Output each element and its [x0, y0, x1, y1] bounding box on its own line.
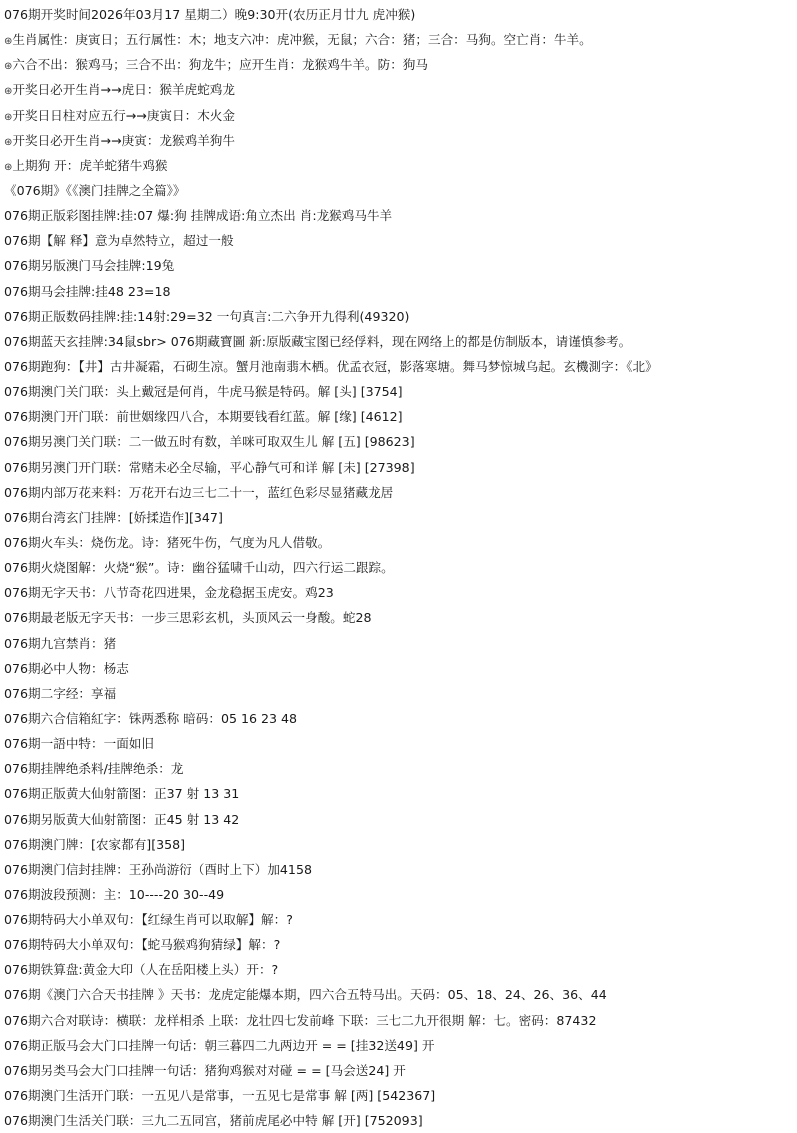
- text-line: [4, 103, 797, 128]
- text-line: [4, 279, 797, 304]
- text-line: [4, 228, 797, 253]
- line-text: 076期另澳门关门联：二一做五时有数，羊咪可取双生儿 解 [五] [98623]: [4, 434, 415, 450]
- text-line: [4, 253, 797, 278]
- line-text: 076期正版彩图挂牌:挂:07 爆:狗 挂牌成语:角立杰出 肖:龙猴鸡马牛羊: [4, 208, 393, 224]
- text-line: [4, 656, 797, 681]
- text-line: [4, 153, 797, 178]
- text-line: [4, 178, 797, 203]
- text-line: [4, 781, 797, 806]
- line-text: 076期特码大小单双句：【红绿生肖可以取解】解：?: [4, 912, 293, 928]
- line-text: 076期九宫禁肖：猪: [4, 635, 117, 651]
- line-text: 076期火烧图解：火烧“猴”。诗：幽谷猛啸千山动，四六行运二跟踪。: [4, 560, 394, 576]
- bullet-icon: ⊛: [4, 61, 13, 73]
- text-line: [4, 907, 797, 932]
- text-line: [4, 354, 797, 379]
- line-text: 076期二字经：享福: [4, 685, 117, 701]
- line-text: 076期正版数码挂牌:挂:14射:29=32 一句真言:二六争开九得利(49320): [4, 308, 410, 324]
- text-line: [4, 27, 797, 52]
- line-text: 076期特码大小单双句：【蛇马猴鸡狗猜绿】解：?: [4, 937, 281, 953]
- bullet-icon: ⊛: [4, 111, 13, 123]
- line-text: 076期跑狗：【井】古井凝霜，石砌生凉。蟹月池南翡木栖。优孟衣冠，影落寒塘。舞马梦惊城乌起。玄機測字：《北》: [4, 358, 658, 374]
- line-text: 076期最老版无字天书：一步三思彩玄机，头顶风云一身酸。蛇28: [4, 610, 372, 626]
- line-text: 076期澳门生活关门联：三九二五同宫，猪前虎尾必中特 解 [开] [752093]: [4, 1113, 423, 1129]
- line-text: 076期一語中特：一面如旧: [4, 736, 154, 752]
- line-text: 六合不出：猴鸡马；三合不出：狗龙牛；应开生肖：龙猴鸡牛羊。防：狗马: [12, 57, 428, 73]
- text-line: [4, 857, 797, 882]
- text-line: [4, 429, 797, 454]
- text-line: [4, 681, 797, 706]
- line-text: 076期正版黄大仙射箭图：正37 射 13 31: [4, 786, 240, 802]
- line-text: 076期挂牌绝杀料/挂牌绝杀：龙: [4, 761, 184, 777]
- line-text: 076期无字天书：八节奇花四进果，金龙稳据玉虎安。鸡23: [4, 585, 334, 601]
- text-line: [4, 77, 797, 102]
- text-line: [4, 756, 797, 781]
- line-text: 076期蓝天玄挂牌:34鼠sbr> 076期藏寶圖 新:原版藏宝图已经俘料，现在网络上的都是仿制版本，请谨慎参考。: [4, 333, 632, 349]
- line-text: 076期马会挂牌:挂48 23=18: [4, 283, 171, 299]
- bullet-icon: ⊛: [4, 136, 13, 148]
- line-text: 076期六合信箱紅字：铢两悉称 暗码：05 16 23 48: [4, 710, 298, 726]
- text-line: [4, 882, 797, 907]
- line-text: 076期六合对联诗：横联：龙样相杀 上联：龙壮四七发前峰 下联：三七二九开很期 解：七。密码：87432: [4, 1012, 597, 1028]
- text-line: [4, 1083, 797, 1108]
- line-text: 076期澳门牌：[农家都有][358]: [4, 836, 186, 852]
- line-text: 076期台湾玄门挂牌：[娇揉造作][347]: [4, 509, 223, 525]
- line-text: 076期火车头：烧伤龙。诗：猪死牛伤，气度为凡人借敬。: [4, 534, 331, 550]
- line-text: 076期【解 释】意为卓然特立，超过一般: [4, 233, 234, 249]
- text-line: [4, 203, 797, 228]
- line-text: 076期开奖时间2026年03月17 星期二）晚9:30开(农历正月廿九 虎冲猴): [4, 7, 416, 22]
- text-line: [4, 2, 797, 27]
- line-text: 076期另版黄大仙射箭图：正45 射 13 42: [4, 811, 240, 827]
- line-text: 076期澳门开门联：前世姻缘四八合，本期要钱看红蓝。解 [缘] [4612]: [4, 409, 403, 425]
- text-line: [4, 304, 797, 329]
- line-text: 076期另澳门开门联：常赌未必全尽输，平心静气可和详 解 [未] [27398]: [4, 459, 415, 475]
- text-line: [4, 807, 797, 832]
- line-text: 076期波段预测：主：10----20 30--49: [4, 886, 225, 902]
- text-line: [4, 555, 797, 580]
- text-line: [4, 957, 797, 982]
- line-text: 076期必中人物：杨志: [4, 660, 129, 676]
- text-line: [4, 932, 797, 957]
- bullet-icon: ⊛: [4, 86, 13, 98]
- text-line: [4, 731, 797, 756]
- line-text: 开奖日日柱对应五行→→庚寅日：木火金: [12, 107, 235, 123]
- line-text: 上期狗 开：虎羊蛇猪牛鸡猴: [12, 157, 168, 173]
- line-text: 076期澳门信封挂牌：王孙尚游衍（酉时上下）加4158: [4, 861, 312, 877]
- text-line: [4, 1033, 797, 1058]
- text-line: [4, 1008, 797, 1033]
- text-line: [4, 580, 797, 605]
- line-text: 生肖属性：庚寅日；五行属性：木；地支六冲：虎冲猴，无鼠；六合：猪；三合：马狗。空亡肖：牛羊。: [12, 32, 592, 48]
- bullet-icon: ⊛: [4, 36, 13, 48]
- line-text: 076期铁算盘:黄金大印（人在岳阳楼上头）开：?: [4, 962, 279, 978]
- text-line: [4, 605, 797, 630]
- text-line: [4, 982, 797, 1007]
- text-line: [4, 1058, 797, 1083]
- text-line: [4, 455, 797, 480]
- text-line: [4, 505, 797, 530]
- text-line: [4, 329, 797, 354]
- text-line: [4, 404, 797, 429]
- line-text: 076期另类马会大门口挂牌一句话：猪狗鸡猴对对碰 = = [马会送24] 开: [4, 1062, 406, 1078]
- text-line: [4, 832, 797, 857]
- line-text: 076期澳门关门联：头上戴冠是何肖，牛虎马猴是特码。解 [头] [3754]: [4, 384, 403, 400]
- line-text: 076期内部万花来料：万花开右边三七二十一，蓝红色彩尽显猪藏龙居: [4, 484, 394, 500]
- line-text: 开奖日必开生肖→→虎日：猴羊虎蛇鸡龙: [12, 82, 235, 98]
- text-line: [4, 52, 797, 77]
- line-text: 开奖日必开生肖→→庚寅：龙猴鸡羊狗牛: [12, 132, 235, 148]
- text-line: [4, 631, 797, 656]
- line-text: 076期《澳门六合天书挂牌 》天书：龙虎定能爆本期，四六合五特马出。天码：05、18、24、26、36、44: [4, 987, 607, 1003]
- text-line: [4, 1108, 797, 1133]
- text-line: [4, 128, 797, 153]
- text-line: [4, 706, 797, 731]
- line-text: 076期正版马会大门口挂牌一句话：朝三暮四二九两边开 = = [挂32送49] 开: [4, 1037, 435, 1053]
- line-text: 076期另版澳门马会挂牌:19兔: [4, 258, 175, 274]
- text-line: [4, 379, 797, 404]
- text-line: [4, 530, 797, 555]
- line-text: 《076期》《《澳门挂牌之全篇》》: [4, 182, 186, 198]
- line-text: 076期澳门生活开门联：一五见八是常事，一五见七是常事 解 [两] [542367]: [4, 1088, 436, 1104]
- bullet-icon: ⊛: [4, 161, 13, 173]
- text-line: [4, 480, 797, 505]
